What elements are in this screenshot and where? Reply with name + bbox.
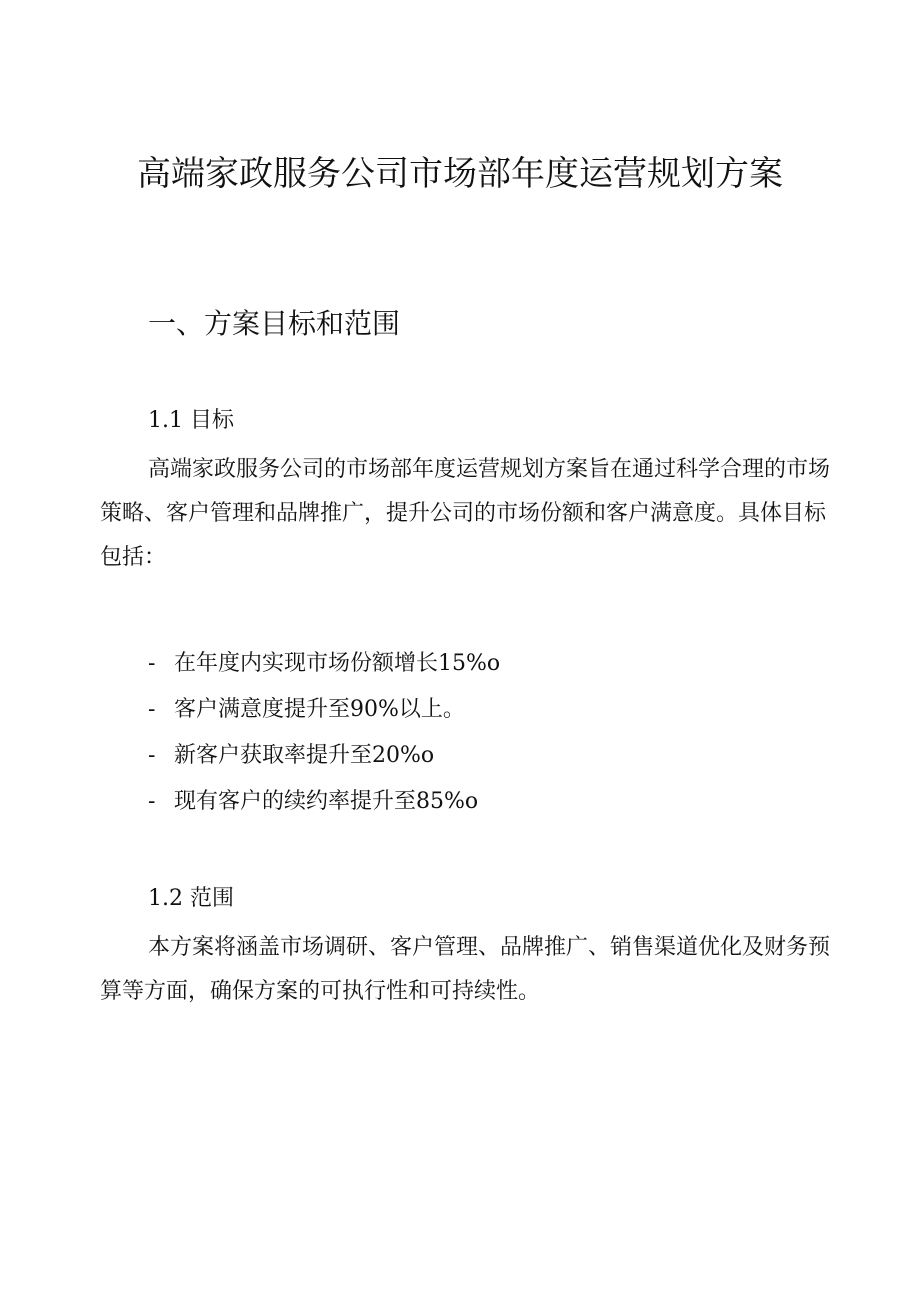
subsection-heading-goal: 1.1 目标 — [148, 408, 234, 433]
list-item — [148, 687, 500, 733]
bullet-text: 新客户获取率提升至20%o — [174, 743, 435, 768]
bullet-text: 在年度内实现市场份额增长15%o — [174, 651, 501, 676]
section-heading-1: 一、方案目标和范围 — [148, 307, 401, 340]
bullet-text: 现有客户的续约率提升至85%o — [174, 789, 479, 814]
bullet-text: 客户满意度提升至90%以上。 — [174, 697, 465, 722]
bullet-dash: - — [148, 651, 156, 676]
bullet-dash: - — [148, 789, 156, 814]
goal-intro-paragraph: 高端家政服务公司的市场部年度运营规划方案旨在通过科学合理的市场策略、客户管理和品牌推广，提升公司的市场份额和客户满意度。具体目标包括： — [100, 457, 831, 570]
bullet-dash: - — [148, 743, 156, 768]
scope-paragraph: 本方案将涵盖市场调研、客户管理、品牌推广、销售渠道优化及财务预算等方面，确保方案的可执行性和可持续性。 — [100, 935, 831, 1004]
bullet-dash: - — [148, 697, 156, 722]
list-item — [148, 641, 500, 687]
goal-bullet-list — [148, 641, 500, 825]
document-title: 高端家政服务公司市场部年度运营规划方案 — [137, 154, 783, 194]
list-item — [148, 779, 500, 825]
list-item — [148, 733, 500, 779]
subsection-heading-scope: 1.2 范围 — [148, 886, 234, 911]
